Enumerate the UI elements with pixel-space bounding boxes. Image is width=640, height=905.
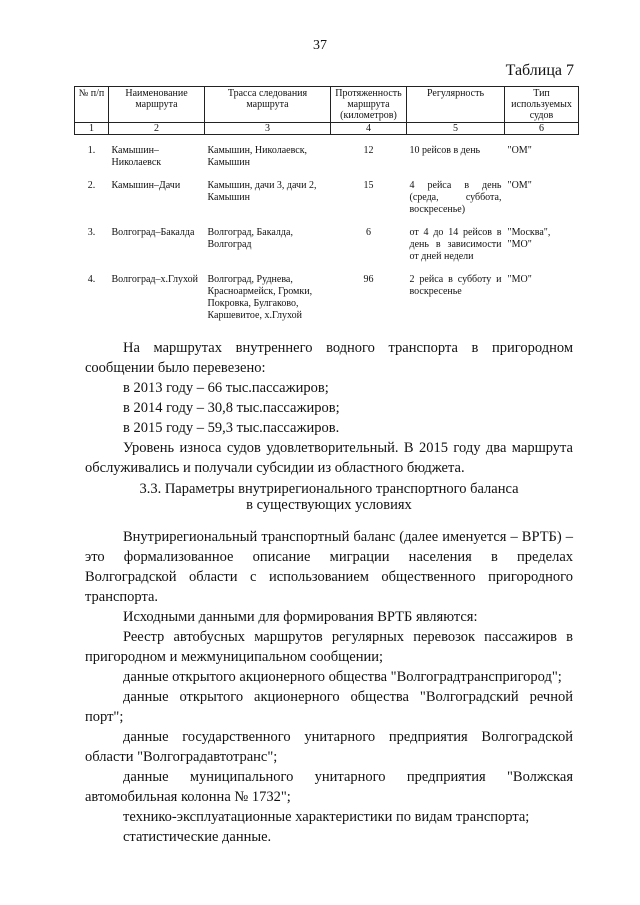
cell-route: Волгоград, Бакалда, Волгоград xyxy=(207,227,293,250)
header-regularity: Регулярность xyxy=(407,87,505,123)
list-item: технико-эксплуатационные характеристики по видам транспорта; xyxy=(123,809,530,825)
routes-table xyxy=(74,86,579,323)
table-row xyxy=(75,264,579,323)
list-item: данные открытого акционерного общества "Волгоградский речной порт"; xyxy=(85,689,573,725)
cell-name: Камышин–Николаевск xyxy=(111,145,162,168)
section-heading-line: 3.3. Параметры внутрирегионального транспортного баланса xyxy=(139,481,519,497)
cell-name: Волгоград–х.Глухой xyxy=(111,274,198,285)
cell-name: Волгоград–Бакалда xyxy=(111,227,195,238)
header-vessel: Тип используемых судов xyxy=(505,87,579,123)
cell-length: 96 xyxy=(363,274,374,285)
list-item: данные муниципального унитарного предприятия "Волжская автомобильная колонна № 1732"; xyxy=(85,769,573,805)
cell-vessel: "ОМ" xyxy=(507,180,532,191)
table-caption: Таблица 7 xyxy=(505,62,574,79)
column-number: 5 xyxy=(407,123,505,135)
cell-route: Камышин, дачи 3, дачи 2, Камышин xyxy=(207,180,317,203)
paragraph: Исходными данными для формирования ВРТБ являются: xyxy=(123,609,478,625)
column-number: 3 xyxy=(205,123,331,135)
section-heading-line: в существующих условиях xyxy=(246,497,412,513)
header-num: № п/п xyxy=(75,87,109,123)
paragraph: Внутрирегиональный транспортный баланс (далее именуется – ВРТБ) – это формализованное описание миграции населения в пределах Волгоградской области с использованием общественного пригородного транспорта. xyxy=(85,529,573,605)
column-number: 6 xyxy=(505,123,579,135)
section-heading xyxy=(85,481,573,513)
list-item: данные государственного унитарного предприятия Волгоградской области "Волгоградавтотранс"; xyxy=(85,729,573,765)
table-row xyxy=(75,217,579,264)
header-length: Протяженность маршрута (километров) xyxy=(331,87,407,123)
column-number: 1 xyxy=(75,123,109,135)
list-item: в 2015 году – 59,3 тыс.пассажиров. xyxy=(123,420,340,436)
cell-regularity: 2 рейса в субботу и воскресенье xyxy=(409,274,502,297)
list-item: данные открытого акционерного общества "Волгоградтранспригород"; xyxy=(123,669,562,685)
list-item: статистические данные. xyxy=(123,829,272,845)
cell-length: 15 xyxy=(363,180,374,191)
cell-num: 3. xyxy=(87,227,96,238)
column-number: 4 xyxy=(331,123,407,135)
cell-num: 2. xyxy=(87,180,96,191)
list-item: в 2014 году – 30,8 тыс.пассажиров; xyxy=(123,400,340,416)
page-number: 37 xyxy=(313,38,327,53)
paragraph: Уровень износа судов удовлетворительный. В 2015 году два маршрута обслуживались и получали субсидии из областного бюджета. xyxy=(85,440,573,476)
cell-num: 4. xyxy=(87,274,96,285)
paragraph: На маршрутах внутреннего водного транспорта в пригородном сообщении было перевезено: xyxy=(85,340,573,376)
cell-regularity: 10 рейсов в день xyxy=(409,145,481,156)
cell-regularity: 4 рейса в день (среда, суббота, воскресенье) xyxy=(409,180,502,215)
cell-vessel: "ОМ" xyxy=(507,145,532,156)
header-route: Трасса следования маршрута xyxy=(205,87,331,123)
cell-vessel: "Москва", "МО" xyxy=(507,227,551,250)
cell-route: Волгоград, Руднева, Красноармейск, Громки, Покровка, Булгаково, Каршевитое, х.Глухой xyxy=(207,274,313,321)
list-item: Реестр автобусных маршрутов регулярных перевозок пассажиров в пригородном и межмуниципальном сообщении; xyxy=(85,629,573,665)
cell-num: 1. xyxy=(87,145,96,156)
vrtb-section xyxy=(85,527,573,847)
column-number: 2 xyxy=(109,123,205,135)
cell-length: 12 xyxy=(363,145,374,156)
cell-length: 6 xyxy=(366,227,371,238)
transport-stats-section xyxy=(85,338,573,478)
table-row xyxy=(75,135,579,171)
header-name: Наименование маршрута xyxy=(109,87,205,123)
cell-regularity: от 4 до 14 рейсов в день в зависимости от дней недели xyxy=(409,227,502,262)
cell-route: Камышин, Николаевск, Камышин xyxy=(207,145,308,168)
list-item: в 2013 году – 66 тыс.пассажиров; xyxy=(123,380,329,396)
cell-vessel: "МО" xyxy=(507,274,532,285)
cell-name: Камышин–Дачи xyxy=(111,180,181,191)
table-row xyxy=(75,170,579,217)
